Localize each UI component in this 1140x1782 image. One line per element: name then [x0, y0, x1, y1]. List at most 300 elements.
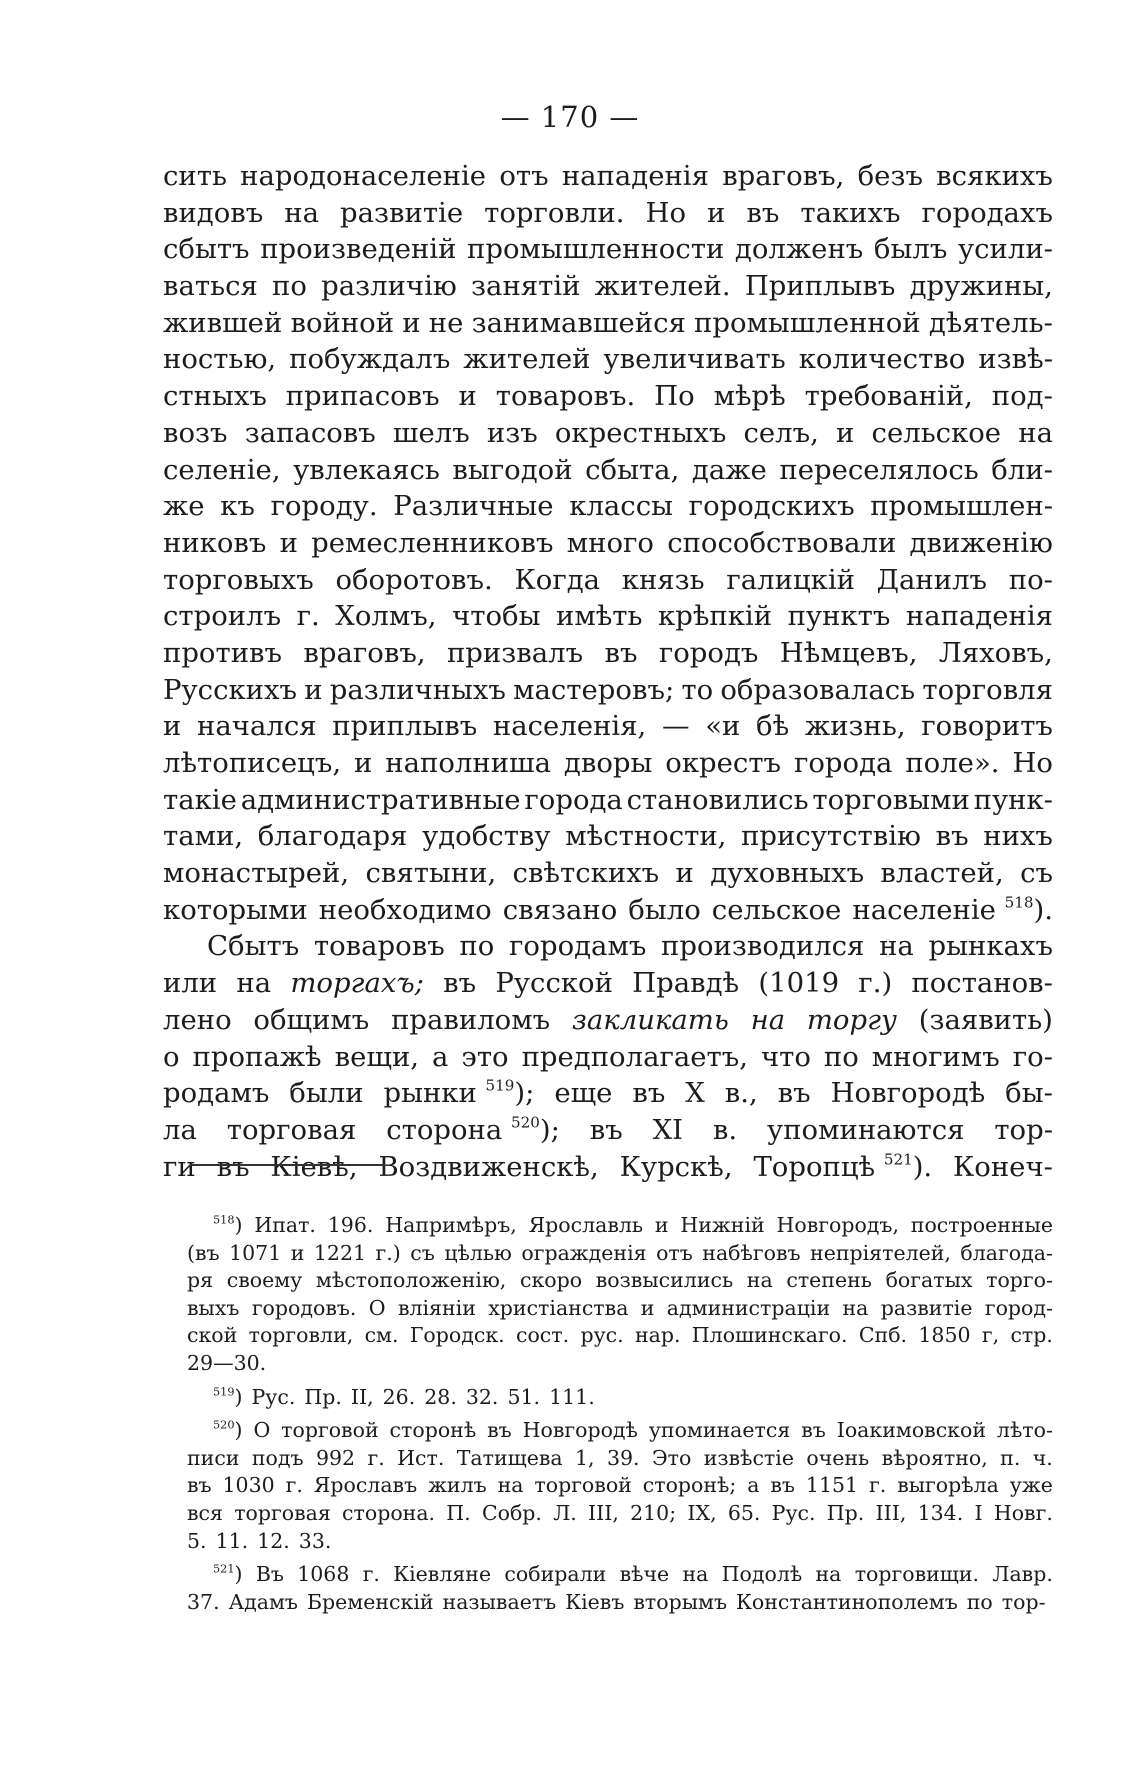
text-line — [163, 745, 1053, 782]
footnote-line — [187, 1212, 1053, 1240]
word: различныхъ — [329, 673, 506, 706]
footnote-number: $^{521}$) — [213, 1562, 243, 1587]
text-line — [163, 1112, 1053, 1149]
word: сельское — [871, 416, 1002, 449]
word: способствовали — [667, 526, 897, 559]
word: Воздвиженскѣ, — [378, 1150, 599, 1183]
word: въ — [935, 820, 969, 853]
text-line — [163, 231, 1053, 268]
word: мѣстности, — [565, 820, 727, 853]
word: ваться — [163, 270, 258, 303]
word: и — [279, 526, 298, 559]
word: бы- — [1005, 1077, 1053, 1110]
word: требованій, — [804, 380, 973, 413]
text-line — [163, 782, 1053, 819]
text-line — [163, 378, 1053, 415]
word: нападенія — [561, 160, 709, 192]
word: сторонѣ; — [642, 1473, 737, 1498]
word: бѣ — [756, 710, 790, 743]
footnote-marker: 520 — [511, 1113, 540, 1132]
word: запасовъ — [244, 416, 376, 449]
word: торговая — [226, 1113, 357, 1146]
word: на — [284, 196, 320, 229]
word: пунк- — [973, 783, 1053, 816]
word: дѣятель- — [928, 306, 1053, 339]
word: III, — [875, 1500, 907, 1525]
word: товаровъ — [313, 930, 445, 963]
word: лено — [163, 1003, 232, 1036]
word: рус. — [580, 1323, 624, 1348]
word: городу. — [270, 490, 378, 523]
word: 5. — [187, 1528, 207, 1553]
footnote-line — [187, 1589, 1053, 1617]
word: лѣто- — [996, 1418, 1053, 1443]
word: своему — [226, 1268, 303, 1293]
word: 65. — [727, 1500, 761, 1525]
word: III, — [588, 1500, 619, 1525]
word: отъ — [499, 160, 549, 192]
word: п. — [1000, 1445, 1021, 1470]
word: I — [974, 1500, 983, 1525]
word: а — [747, 1473, 760, 1498]
emphasis-word: закликать — [571, 1003, 729, 1036]
word: видовъ — [163, 196, 264, 229]
word: г. — [285, 1473, 303, 1498]
word: занимавшейся — [471, 306, 686, 339]
word: Пр. — [304, 1384, 342, 1409]
word: христіанства — [488, 1295, 629, 1320]
word: 11. — [215, 1528, 249, 1553]
text-line — [163, 525, 1053, 562]
word: очень — [806, 1445, 870, 1470]
word: Новгородъ, — [776, 1213, 899, 1237]
word: присутствію — [741, 820, 921, 853]
word: поле». — [905, 747, 1000, 779]
word: въ — [770, 1473, 795, 1498]
word: 33. — [298, 1528, 332, 1553]
text-line — [163, 635, 1053, 672]
emphasis-word: торгахъ; — [290, 967, 424, 1000]
word: въ — [632, 1077, 666, 1110]
word: торговая — [234, 1500, 331, 1525]
word: 32. — [465, 1384, 499, 1409]
word: администраціи — [666, 1295, 831, 1320]
word: Нижній — [680, 1213, 765, 1237]
word: уже — [1009, 1473, 1053, 1498]
word: Но — [1012, 747, 1053, 779]
word: Новгородѣ — [522, 1418, 638, 1443]
word: г.) — [375, 1240, 401, 1265]
word: 1068 — [297, 1562, 350, 1587]
footnote-marker: 518 — [213, 1213, 235, 1227]
word: развитіе — [340, 196, 464, 229]
word: 1850 — [918, 1323, 971, 1348]
word: былъ — [873, 233, 948, 266]
word: къ — [220, 490, 255, 523]
footnote — [187, 1561, 1053, 1616]
word: жителей — [463, 343, 591, 376]
word: ремесленниковъ — [311, 526, 554, 559]
word: ч. — [1032, 1445, 1053, 1470]
word: по — [966, 1589, 993, 1614]
word: торговыхъ — [163, 563, 314, 596]
word: Ипат. — [254, 1213, 316, 1237]
word: производился — [661, 930, 865, 963]
page-number: — 170 — — [500, 100, 640, 134]
footnote-line — [187, 1528, 1053, 1556]
word: торговыми — [812, 783, 970, 816]
word: призвалъ — [446, 636, 584, 669]
word: въ — [746, 196, 780, 229]
word: Нѣмцевъ, — [779, 636, 918, 669]
footnote-separator — [190, 1164, 385, 1166]
word: торговли, — [248, 1323, 354, 1348]
word: сбыта, — [585, 453, 680, 486]
footnote-line — [187, 1240, 1053, 1268]
footnote — [187, 1212, 1053, 1378]
word: ги — [163, 1150, 196, 1183]
footnote-line — [187, 1445, 1053, 1473]
word: ря — [187, 1268, 214, 1293]
word: промышленной — [694, 306, 921, 339]
word: необходимо — [318, 893, 492, 926]
word: го- — [1012, 1040, 1053, 1073]
word: торговой — [281, 1418, 379, 1443]
word: Различные — [393, 490, 554, 523]
word: упоминаются — [767, 1113, 965, 1146]
main-text — [163, 158, 1053, 1185]
word: городовъ. — [251, 1295, 357, 1320]
word: не — [428, 306, 464, 339]
word: выгорѣла — [897, 1473, 999, 1498]
word: О — [253, 1418, 271, 1443]
word: ла — [163, 1113, 197, 1146]
word: пропажѣ — [192, 1040, 322, 1073]
text-line — [163, 928, 1053, 965]
word: различію — [321, 270, 457, 303]
word: 1030 — [222, 1473, 275, 1498]
word: предполагаетъ, — [521, 1040, 748, 1073]
word: произведеній — [260, 233, 457, 266]
word: тор- — [1001, 1589, 1046, 1614]
word: Спб. — [858, 1323, 908, 1348]
note-ref: сторона $^{520}$); — [386, 1113, 560, 1146]
word: въ — [216, 1150, 250, 1183]
word: въ — [604, 636, 638, 669]
footnote-marker: 519 — [213, 1385, 235, 1399]
word: по — [459, 930, 495, 963]
word: начался — [197, 710, 317, 743]
word: X — [685, 1077, 705, 1110]
text-line — [163, 598, 1053, 635]
word: 26. — [382, 1384, 416, 1409]
word: Л. — [553, 1500, 577, 1525]
word: — — [661, 710, 690, 743]
word: въ — [589, 1113, 623, 1146]
word: правиломъ — [391, 1003, 551, 1036]
word: ностью, — [163, 343, 277, 376]
word: мастеровъ; — [513, 673, 675, 706]
word: удобству — [422, 820, 551, 853]
word: враговъ, — [303, 636, 426, 669]
word: набѣговъ — [702, 1240, 801, 1265]
word: жилъ — [428, 1473, 487, 1498]
word: и — [654, 1213, 669, 1237]
word: вся — [187, 1500, 223, 1525]
word: что — [760, 1040, 811, 1073]
word: противъ — [163, 636, 283, 669]
word: Подолѣ — [721, 1562, 803, 1587]
word: дворы — [563, 747, 653, 779]
text-line — [163, 195, 1053, 232]
word: Адамъ — [228, 1589, 298, 1614]
word: то — [681, 673, 714, 706]
word: торговой — [534, 1473, 632, 1498]
text-line — [163, 1039, 1053, 1076]
text-line — [163, 708, 1053, 745]
word: Кіевѣ, — [270, 1150, 358, 1183]
word: наполниша — [385, 747, 551, 779]
word: называетъ — [442, 1589, 557, 1614]
word: огражденія — [521, 1240, 647, 1265]
word: Сбытъ — [207, 930, 300, 963]
word: и — [640, 1295, 655, 1320]
word: Іоакимовской — [836, 1418, 986, 1443]
word: увлекаясь — [293, 453, 440, 486]
word: постанов- — [911, 967, 1053, 1000]
note-ref: населеніе $^{518}$). — [852, 893, 1053, 926]
word: в. — [712, 1113, 738, 1146]
word: 39. — [606, 1445, 640, 1470]
word: выхъ — [187, 1295, 240, 1320]
word: см. — [364, 1323, 399, 1348]
word: 12. — [257, 1528, 290, 1553]
footnote-number: $^{519}$) — [213, 1384, 243, 1409]
word: на — [497, 1473, 524, 1498]
word: враговъ, — [722, 160, 845, 192]
word: степень — [786, 1268, 872, 1293]
word: Русской — [495, 967, 613, 1000]
footnote-line — [187, 1267, 1053, 1295]
text-line — [163, 268, 1053, 305]
word: говоритъ — [921, 710, 1053, 743]
word: П. — [446, 1500, 471, 1525]
word: тами, — [163, 820, 244, 853]
text-line — [163, 341, 1053, 378]
word: Холмъ, — [335, 600, 437, 633]
word: были — [289, 1077, 364, 1110]
word: окрестныхъ — [554, 416, 727, 449]
word: Константинополемъ — [736, 1589, 958, 1614]
word: это — [461, 1040, 509, 1073]
word: которыми — [163, 893, 308, 926]
word: мѣстоположенію, — [315, 1268, 507, 1293]
footnote-number: $^{520}$) — [213, 1418, 243, 1443]
note-ref: Торопцѣ $^{521}$). — [753, 1150, 933, 1183]
word: на — [236, 967, 272, 1000]
word: вѣче — [619, 1562, 670, 1587]
word: имѣть — [556, 600, 643, 633]
word: 51. — [507, 1384, 541, 1409]
word: на — [842, 1295, 869, 1320]
note-ref: рынки $^{519}$); — [383, 1076, 535, 1110]
word: городскихъ — [688, 490, 855, 523]
word: Въ — [255, 1562, 284, 1587]
word: Плошинскаго. — [691, 1323, 848, 1348]
word: 1151 — [805, 1473, 859, 1498]
word: административные — [240, 783, 521, 816]
word: г. — [362, 1562, 380, 1587]
footnote-marker: 518 — [1004, 893, 1034, 912]
word: и — [836, 416, 855, 449]
text-line — [163, 488, 1053, 525]
text-line — [163, 1075, 1053, 1112]
word: Ляховъ, — [938, 636, 1053, 669]
word: стр. — [1010, 1323, 1053, 1348]
word: промышлен- — [870, 490, 1053, 523]
word: вліяніи — [397, 1295, 476, 1320]
word: въ — [487, 1418, 512, 1443]
word: лѣтописецъ, — [163, 747, 342, 779]
word: товаровъ. — [495, 380, 636, 413]
word: г. — [869, 1473, 887, 1498]
word: писи — [187, 1445, 240, 1470]
footnote-line — [187, 1384, 1053, 1412]
word: собирали — [504, 1562, 607, 1587]
word: 111. — [549, 1384, 595, 1409]
word: въ — [443, 967, 477, 1000]
word: шелъ — [392, 416, 470, 449]
word: и — [304, 673, 323, 706]
word: возъ — [163, 416, 228, 449]
word: торго- — [986, 1268, 1053, 1293]
word: богатых — [885, 1268, 973, 1293]
word: упоминается — [648, 1418, 791, 1443]
word: оборотовъ. — [335, 563, 493, 596]
word: на — [815, 1562, 842, 1587]
word: Бременскій — [306, 1589, 434, 1614]
word: много — [566, 526, 654, 559]
text-line — [163, 1002, 1053, 1039]
word: Новгородѣ — [830, 1077, 986, 1110]
word: жизнь, — [804, 710, 906, 743]
word: 196. — [327, 1213, 374, 1237]
word: всякихъ — [936, 160, 1053, 192]
word: нападенія — [905, 600, 1053, 633]
footnote — [187, 1417, 1053, 1555]
footnote-line — [187, 1472, 1053, 1500]
word: благода- — [960, 1240, 1053, 1265]
word: войной — [290, 306, 395, 339]
footnote-marker: 521 — [213, 1562, 235, 1576]
word: 1071 — [229, 1240, 282, 1265]
word: и — [402, 306, 421, 339]
word: IX, — [687, 1500, 717, 1525]
word: дружины, — [909, 270, 1053, 303]
word: и — [354, 747, 373, 779]
word: Лавр. — [992, 1562, 1053, 1587]
word: благодаря — [257, 820, 408, 853]
word: Кіевъ — [565, 1589, 625, 1614]
word: Новг. — [993, 1500, 1053, 1525]
word: Напримѣръ, — [385, 1213, 517, 1237]
word: свѣтскихъ — [512, 857, 660, 890]
word: О — [368, 1295, 386, 1320]
word: по — [823, 1040, 859, 1073]
word: 37. — [187, 1589, 220, 1614]
word: движенію — [909, 526, 1053, 559]
word: и — [290, 1240, 305, 1265]
word: связано — [502, 893, 618, 926]
word: городъ — [658, 636, 759, 669]
word: нихъ — [983, 820, 1053, 853]
word: Когда — [514, 563, 601, 596]
word: безъ — [857, 160, 923, 192]
footnote-number: $^{518}$) — [213, 1213, 243, 1237]
word: переселялось — [779, 453, 979, 486]
word: или — [163, 967, 218, 1000]
word: сельское — [711, 893, 842, 926]
word: святыни, — [365, 857, 497, 890]
word: классы — [569, 490, 673, 523]
word: жившей — [163, 306, 283, 339]
word: побуждалъ — [289, 343, 451, 376]
text-line — [163, 818, 1053, 855]
word: 1221 — [313, 1240, 367, 1265]
word: по — [272, 270, 307, 303]
word: нар. — [634, 1323, 681, 1348]
word: цѣлью — [444, 1240, 512, 1265]
word: по- — [1008, 563, 1053, 596]
word: 29—30. — [187, 1350, 267, 1375]
word: количество — [798, 343, 966, 376]
word: извѣстіе — [703, 1445, 794, 1470]
word: Это — [651, 1445, 692, 1470]
word: торговля — [922, 673, 1053, 706]
word: г. — [367, 1445, 385, 1470]
word: подъ — [251, 1445, 304, 1470]
word: По — [654, 380, 695, 413]
word: 210; — [630, 1500, 677, 1525]
word: Рус. — [771, 1500, 816, 1525]
text-line — [163, 452, 1053, 489]
word: отъ — [656, 1240, 693, 1265]
word: Собр. — [481, 1500, 542, 1525]
word: Пр. — [826, 1500, 865, 1525]
word: а — [432, 1040, 449, 1073]
word: городахъ — [921, 196, 1053, 229]
word: пунктъ — [787, 600, 891, 633]
word: и — [707, 196, 726, 229]
text-line — [163, 1149, 1053, 1186]
word: Но — [645, 196, 687, 229]
word: и — [458, 380, 477, 413]
word: Ярославль — [528, 1213, 644, 1237]
word: многимъ — [871, 1040, 1000, 1073]
word: на — [746, 1268, 773, 1293]
word: долженъ — [734, 233, 864, 266]
word: Ист. — [397, 1445, 445, 1470]
word: извѣ- — [978, 343, 1053, 376]
word: развитіе — [880, 1295, 973, 1320]
word: под- — [991, 380, 1053, 413]
emphasis-word: на — [750, 1003, 786, 1036]
word: построенные — [910, 1213, 1053, 1237]
footnote — [187, 1384, 1053, 1412]
word: «и — [705, 710, 741, 743]
word: занятій — [471, 270, 581, 303]
word: 28. — [424, 1384, 457, 1409]
